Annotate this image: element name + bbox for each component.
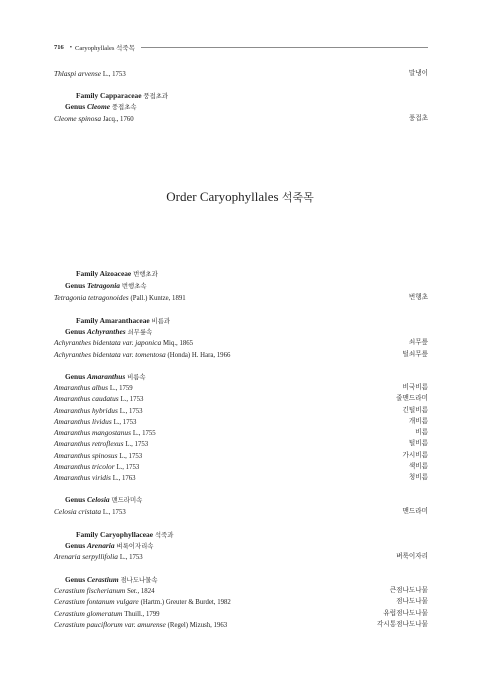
- family-korean: 석죽과: [154, 531, 174, 539]
- species-entry: [54, 609, 428, 619]
- species-name: Amaranthus albus: [54, 383, 108, 392]
- genus-prefix: Genus: [65, 281, 86, 290]
- genus-prefix: Genus: [65, 495, 86, 504]
- korean-name: 긴털비름: [402, 406, 428, 414]
- species-name: Celosia cristata: [54, 507, 102, 516]
- genus-name: Cerastium: [87, 575, 119, 584]
- species-author: Ser., 1824: [127, 588, 155, 595]
- genus-korean: 풍접초속: [111, 103, 137, 111]
- species-name: Cerastium glomeratum: [54, 609, 123, 618]
- species-name: Cerastium fontanum vulgare: [54, 597, 139, 606]
- species-name: Achyranthes bidentata var. japonica: [54, 338, 162, 347]
- species-entry: [54, 462, 428, 472]
- species-author: L., 1753: [119, 453, 143, 460]
- species-name: Tetragonia tetragonoides: [54, 293, 129, 302]
- genus-korean: 비름속: [127, 373, 146, 381]
- family-heading: [76, 269, 158, 278]
- korean-name: 청비름: [408, 473, 428, 481]
- species-entry: [54, 507, 428, 517]
- species-author: L., 1759: [109, 385, 133, 392]
- species-entry: [54, 69, 428, 79]
- species-author: L., 1753: [119, 408, 143, 415]
- species-entry: [54, 439, 428, 449]
- species-entry: [54, 473, 428, 483]
- species-author: L., 1763: [112, 475, 136, 482]
- species-author: L., 1753: [116, 464, 140, 471]
- family-heading: [76, 91, 168, 100]
- species-name: Amaranthus mangostanus: [54, 428, 131, 437]
- header-bullet: •: [69, 43, 73, 51]
- header-rule: [141, 47, 428, 48]
- running-title: Caryophyllales 석죽목: [75, 44, 135, 52]
- family-korean: 번행초과: [133, 270, 158, 278]
- species-author: L., 1753: [125, 441, 149, 448]
- species-author: L., 1755: [132, 430, 156, 437]
- genus-name: Celosia: [87, 495, 110, 504]
- running-header: [54, 42, 428, 52]
- korean-name: 큰점나도나물: [389, 586, 428, 594]
- genus-name: Achyranthes: [87, 327, 126, 336]
- korean-name: 색비름: [408, 462, 428, 470]
- genus-name: Arenaria: [87, 541, 115, 550]
- family-name: Family Caryophyllaceae: [76, 530, 153, 539]
- species-author: (Hartm.) Greuter & Burdet, 1982: [140, 599, 231, 606]
- species-entry: [54, 338, 428, 348]
- species-author: Miq., 1865: [163, 340, 194, 347]
- species-name: Thlaspi arvense: [54, 69, 102, 78]
- species-author: (Regel) Mizush, 1963: [167, 622, 228, 629]
- species-author: Thuill., 1799: [124, 611, 160, 618]
- species-entry: [54, 552, 428, 562]
- species-name: Amaranthus lividus: [54, 417, 112, 426]
- family-name: Family Amaranthaceae: [76, 316, 150, 325]
- genus-korean: 점나도나물속: [120, 576, 158, 584]
- species-entry: [54, 451, 428, 461]
- species-entry: [54, 620, 428, 630]
- genus-prefix: Genus: [65, 541, 86, 550]
- species-name: Amaranthus tricolor: [54, 462, 115, 471]
- genus-prefix: Genus: [65, 372, 86, 381]
- genus-name: Cleome: [87, 102, 110, 111]
- order-korean: 석죽목: [281, 191, 314, 204]
- genus-prefix: Genus: [65, 102, 86, 111]
- species-entry: [54, 428, 428, 438]
- family-korean: 풍접초과: [143, 92, 169, 100]
- genus-name: Tetragonia: [87, 281, 120, 290]
- genus-heading: [65, 327, 152, 336]
- korean-name: 점나도나물: [396, 597, 428, 605]
- korean-name: 벼룩이자리: [396, 552, 428, 560]
- species-name: Amaranthus viridis: [54, 473, 111, 482]
- genus-korean: 벼룩이자리속: [116, 542, 154, 550]
- species-author: L., 1753: [113, 419, 137, 426]
- family-heading: [76, 316, 170, 325]
- species-name: Cerastium fischerianum: [54, 586, 126, 595]
- species-name: Cerastium pauciflorum var. amurense: [54, 620, 166, 629]
- korean-name: 풍접초: [408, 114, 428, 122]
- korean-name: 말냉이: [408, 69, 428, 77]
- species-author: (Pall.) Kuntze, 1891: [130, 295, 186, 302]
- genus-prefix: Genus: [65, 327, 86, 336]
- genus-heading: [65, 495, 142, 504]
- genus-korean: 맨드라미속: [111, 496, 143, 504]
- genus-heading: [65, 575, 158, 584]
- species-entry: [54, 394, 428, 404]
- species-author: L., 1753: [120, 396, 144, 403]
- korean-name: 유럽점나도나물: [383, 609, 428, 617]
- korean-name: 가시비름: [402, 451, 428, 459]
- korean-name: 번행초: [408, 293, 428, 301]
- order-heading: [0, 189, 480, 205]
- page-number: 716: [54, 43, 64, 51]
- species-entry: [54, 597, 428, 607]
- korean-name: 쇠무릎: [408, 338, 428, 346]
- species-entry: [54, 383, 428, 393]
- genus-heading: [65, 372, 146, 381]
- genus-name: Amaranthus: [87, 372, 126, 381]
- korean-name: 털비름: [408, 439, 428, 447]
- species-entry: [54, 114, 428, 124]
- species-author: L., 1753: [119, 554, 143, 561]
- species-name: Cleome spinosa: [54, 114, 102, 123]
- species-name: Arenaria serpyllifolia: [54, 552, 118, 561]
- korean-name: 비름: [415, 428, 428, 436]
- species-name: Amaranthus spinosus: [54, 451, 118, 460]
- species-entry: [54, 293, 428, 303]
- korean-name: 각시통점나도나물: [377, 620, 428, 628]
- korean-name: 털쇠무릎: [402, 350, 428, 358]
- species-name: Achyranthes bidentata var. tomentosa: [54, 350, 166, 359]
- korean-name: 맨드라미: [402, 507, 428, 515]
- korean-name: 비국비름: [402, 383, 428, 391]
- genus-korean: 번행초속: [121, 282, 147, 290]
- species-entry: [54, 406, 428, 416]
- species-name: Amaranthus caudatus: [54, 394, 119, 403]
- korean-name: 줄맨드라미: [396, 394, 428, 402]
- order-latin: Order Caryophyllales: [166, 189, 279, 204]
- species-author: (Honda) H. Hara, 1966: [167, 352, 231, 359]
- species-author: Jacq., 1760: [102, 116, 134, 123]
- korean-name: 개비름: [408, 417, 428, 425]
- species-entry: [54, 417, 428, 427]
- species-name: Amaranthus hybridus: [54, 406, 118, 415]
- family-heading: [76, 530, 173, 539]
- genus-heading: [65, 102, 137, 111]
- species-author: L., 1753: [102, 509, 126, 516]
- family-name: Family Aizoaceae: [76, 269, 132, 278]
- genus-heading: [65, 281, 147, 290]
- species-entry: [54, 586, 428, 596]
- species-name: Amaranthus retroflexus: [54, 439, 124, 448]
- species-entry: [54, 350, 428, 360]
- genus-heading: [65, 541, 153, 550]
- genus-prefix: Genus: [65, 575, 86, 584]
- genus-korean: 쇠무릎속: [127, 328, 153, 336]
- family-name: Family Capparaceae: [76, 91, 142, 100]
- family-korean: 비름과: [151, 317, 171, 325]
- species-author: L., 1753: [102, 71, 126, 78]
